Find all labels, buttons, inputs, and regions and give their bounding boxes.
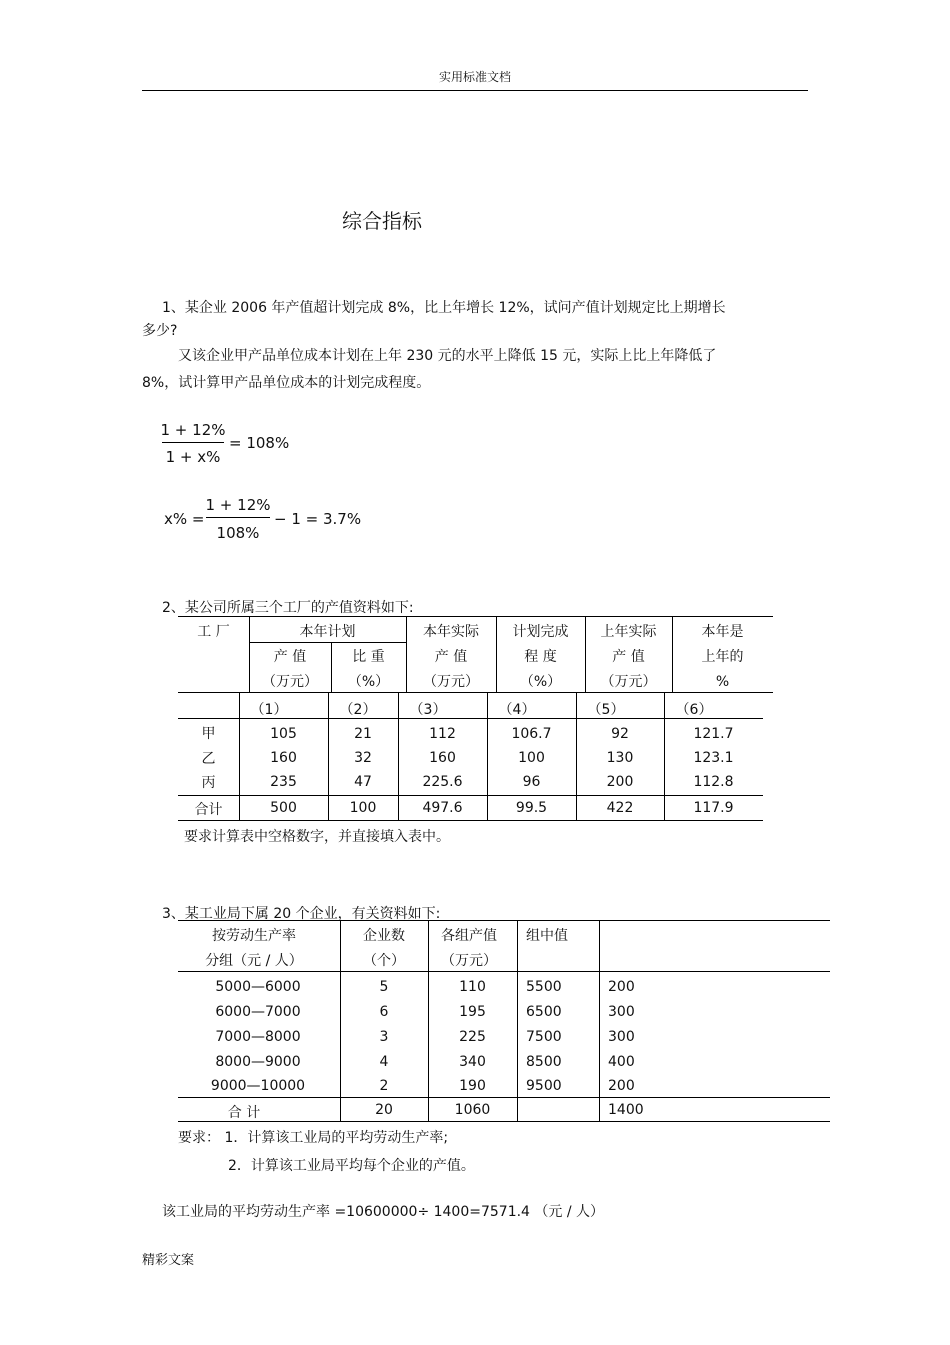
q2-cell: 32 <box>354 750 372 766</box>
q2-colnum: （1） <box>250 702 288 718</box>
formula2-bar <box>206 517 270 518</box>
q2-cell: 47 <box>354 774 372 790</box>
document-title: 综合指标 <box>342 209 422 233</box>
q1-line2: 多少? <box>142 323 178 339</box>
header-rule <box>142 90 808 91</box>
q2-cell: 235 <box>270 774 297 790</box>
q3-cell-extra: 400 <box>608 1054 635 1070</box>
q2-header-completion: （%） <box>519 674 562 690</box>
q2-intro: 2、某公司所属三个工厂的产值资料如下: <box>162 600 414 616</box>
q3-total-extra: 1400 <box>608 1102 644 1118</box>
q2-total-cell: 497.6 <box>422 800 463 816</box>
q2-rule-total <box>178 795 763 796</box>
q2-header-ratio: % <box>715 674 730 690</box>
q2-total-cell: 117.9 <box>693 800 734 816</box>
formula2-lhs: x% = <box>164 510 205 528</box>
formula2-denominator: 108% <box>216 524 260 542</box>
q2-header-lastyear: （万元） <box>600 674 657 690</box>
q2-row-name: 甲 <box>201 726 216 742</box>
q2-total-cell: 422 <box>606 800 634 816</box>
q3-cell-count: 2 <box>379 1078 389 1094</box>
q2-header-plan-weight-unit: （%） <box>347 674 390 690</box>
q3-rule-total <box>178 1097 830 1098</box>
q2-cell: 121.7 <box>693 726 734 742</box>
q2-header-ratio: 本年是 <box>701 624 744 640</box>
q3-total-output: 1060 <box>454 1102 491 1118</box>
q3-vrule <box>599 920 600 1121</box>
q3-header-group: 按劳动生产率 <box>212 928 296 944</box>
q1-line3: 又该企业甲产品单位成本计划在上年 230 元的水平上降低 15 元，实际上比上年降低了 <box>178 348 717 364</box>
q3-header-count: （个） <box>363 953 405 969</box>
q3-total-label: 合 计 <box>227 1105 261 1121</box>
q2-header-completion: 程 度 <box>524 649 557 665</box>
q2-colnum: （4） <box>498 702 536 718</box>
q2-cell: 130 <box>606 750 634 766</box>
q2-cell: 112.8 <box>693 774 734 790</box>
q3-cell-group: 8000—9000 <box>215 1054 301 1070</box>
q2-colnum: （3） <box>409 702 447 718</box>
q3-header-group: 分组（元 / 人） <box>205 953 303 969</box>
q2-cell: 112 <box>429 726 456 742</box>
formula1-denominator: 1 + x% <box>165 448 221 466</box>
q1-line4: 8%，试计算甲产品单位成本的计划完成程度。 <box>142 375 431 391</box>
q3-total-count: 20 <box>375 1102 393 1118</box>
q3-cell-count: 3 <box>379 1029 389 1045</box>
q2-colnum: （6） <box>675 702 713 718</box>
q2-header-ratio: 上年的 <box>701 649 744 665</box>
page-header: 实用标准文档 <box>438 70 511 84</box>
formula1-numerator: 1 + 12% <box>160 421 226 439</box>
q3-cell-count: 5 <box>379 979 389 995</box>
q3-cell-output: 190 <box>459 1078 486 1094</box>
q2-total-cell: 500 <box>270 800 297 816</box>
q2-cell: 225.6 <box>422 774 463 790</box>
q3-cell-extra: 300 <box>608 1004 635 1020</box>
q3-cell-output: 340 <box>459 1054 486 1070</box>
q3-rule-top <box>178 920 830 921</box>
q3-cell-mid: 7500 <box>526 1029 562 1045</box>
q3-cell-group: 5000—6000 <box>215 979 301 995</box>
q2-total-name: 合计 <box>194 802 223 818</box>
q3-intro: 3、某工业局下属 20 个企业，有关资料如下: <box>162 906 441 922</box>
q3-vrule <box>517 920 518 1121</box>
q3-cell-group: 9000—10000 <box>210 1078 306 1094</box>
q3-requirement-2: 2．计算该工业局平均每个企业的产值。 <box>228 1158 475 1174</box>
q3-cell-output: 195 <box>459 1004 486 1020</box>
q2-cell: 96 <box>522 774 541 790</box>
q2-header-plan: 本年计划 <box>299 624 356 640</box>
q3-cell-mid: 6500 <box>526 1004 562 1020</box>
formula2-numerator: 1 + 12% <box>205 496 271 514</box>
q2-cell: 100 <box>518 750 545 766</box>
q3-cell-extra: 300 <box>608 1029 635 1045</box>
q2-cell: 160 <box>429 750 456 766</box>
q2-cell: 106.7 <box>511 726 552 742</box>
q2-header-lastyear: 产 值 <box>612 649 645 665</box>
q3-header-mid: 组中值 <box>526 928 568 944</box>
q2-cell: 92 <box>611 726 629 742</box>
q2-header-plan-value: 产 值 <box>273 649 307 665</box>
page-footer: 精彩文案 <box>142 1253 195 1268</box>
q3-cell-mid: 9500 <box>526 1078 562 1094</box>
q3-header-output: （万元） <box>441 953 497 969</box>
q3-header-count: 企业数 <box>363 928 405 944</box>
q3-header-output: 各组产值 <box>441 928 497 944</box>
q2-rule-bottom <box>178 820 763 821</box>
q2-colnum: （2） <box>339 702 377 718</box>
q2-total-cell: 99.5 <box>515 800 548 816</box>
q3-cell-mid: 5500 <box>526 979 562 995</box>
q2-cell: 160 <box>270 750 297 766</box>
q2-header-lastyear: 上年实际 <box>600 624 657 640</box>
q2-cell: 105 <box>270 726 297 742</box>
q2-rule-top <box>178 616 773 617</box>
q2-header-plan-weight: 比 重 <box>352 649 385 665</box>
q3-cell-extra: 200 <box>608 979 635 995</box>
q3-rule-header <box>178 971 830 972</box>
q2-total-cell: 100 <box>349 800 377 816</box>
q2-cell: 21 <box>354 726 372 742</box>
q3-cell-group: 6000—7000 <box>215 1004 301 1020</box>
q2-header-actual: 本年实际 <box>423 624 479 640</box>
formula2-rhs: − 1 = 3.7% <box>274 510 362 528</box>
q3-answer: 该工业局的平均劳动生产率 =10600000÷ 1400=7571.4 （元 / 人） <box>162 1204 605 1220</box>
formula1-bar <box>162 442 224 443</box>
q2-header-factory: 工 厂 <box>197 624 230 640</box>
q1-line1: 1、某企业 2006 年产值超计划完成 8%，比上年增长 12%，试问产值计划规定比上期增长 <box>162 300 726 316</box>
q3-cell-count: 4 <box>379 1054 389 1070</box>
q2-cell: 123.1 <box>693 750 734 766</box>
q2-cell: 200 <box>606 774 634 790</box>
q3-cell-output: 110 <box>459 979 486 995</box>
q2-header-completion: 计划完成 <box>512 624 569 640</box>
q2-header-plan-value-unit: （万元） <box>262 674 318 690</box>
q3-cell-output: 225 <box>459 1029 486 1045</box>
formula1-rhs: = 108% <box>229 434 290 452</box>
q2-note: 要求计算表中空格数字，并直接填入表中。 <box>184 829 450 845</box>
q2-header-actual: 产 值 <box>434 649 468 665</box>
q3-cell-count: 6 <box>379 1004 389 1020</box>
q2-row-name: 丙 <box>201 775 216 791</box>
q2-colnum: （5） <box>587 702 625 718</box>
q3-cell-extra: 200 <box>608 1078 635 1094</box>
q3-cell-group: 7000—8000 <box>215 1029 301 1045</box>
q2-rule-header <box>178 692 773 693</box>
q2-header-actual: （万元） <box>423 674 479 690</box>
q3-cell-mid: 8500 <box>526 1054 562 1070</box>
q2-rule-plan <box>249 642 406 643</box>
q3-requirement-1: 要求： 1．计算该工业局的平均劳动生产率; <box>178 1130 449 1146</box>
q2-row-name: 乙 <box>201 751 216 767</box>
